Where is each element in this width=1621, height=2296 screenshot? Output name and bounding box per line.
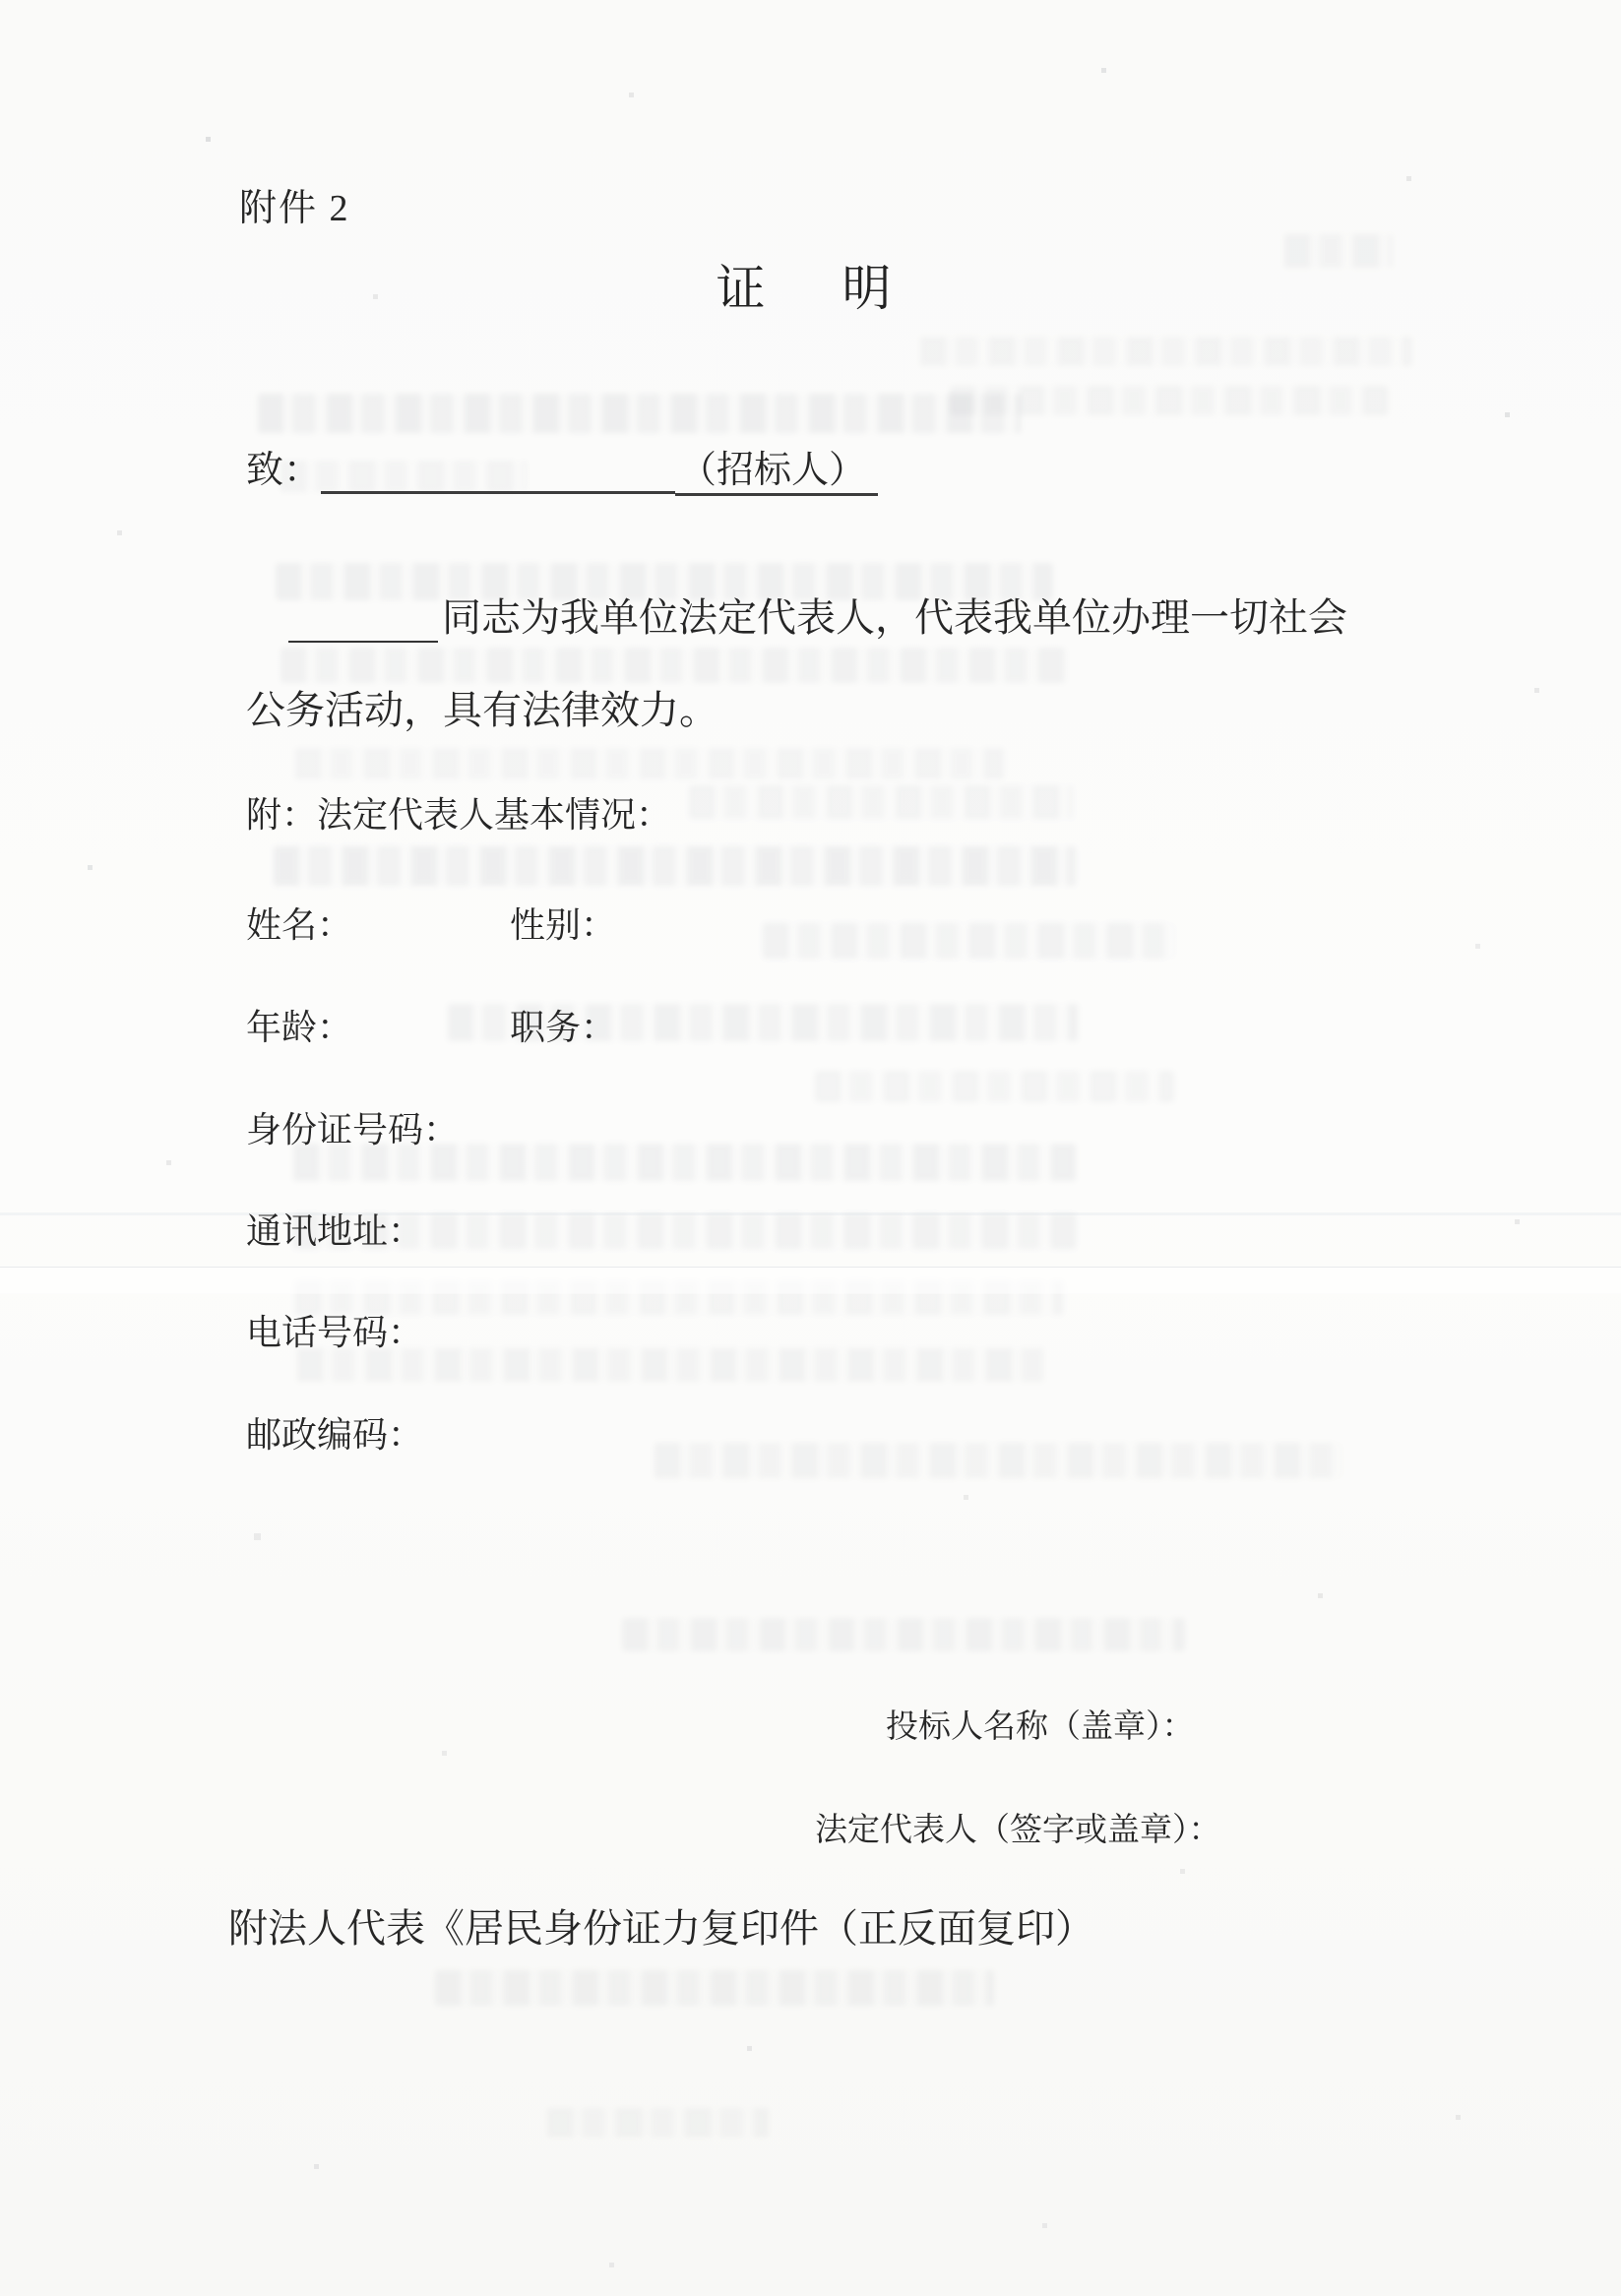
bidder-seal-label: 投标人名称（盖章）： xyxy=(886,1709,1195,1745)
field-label-gender: 性别： xyxy=(510,905,617,945)
bleedthrough-band xyxy=(281,648,1068,683)
body-paragraph-line2: 公务活动，具有法律效力。 xyxy=(246,688,718,732)
tenderer-suffix: （招标人） xyxy=(675,450,878,496)
bleedthrough-band xyxy=(295,748,1004,779)
legal-rep-signature-label: 法定代表人（签字或盖章）： xyxy=(815,1813,1221,1848)
scan-streak xyxy=(0,1212,1621,1215)
to-line xyxy=(246,439,878,494)
bleedthrough-band xyxy=(435,1970,994,2006)
field-row-postcode xyxy=(246,1407,423,1458)
field-label-phone: 电话号码： xyxy=(246,1313,424,1352)
field-row-age-position xyxy=(246,1000,617,1050)
field-row-address xyxy=(246,1204,423,1254)
field-row-id-number xyxy=(246,1102,459,1152)
bleedthrough-band xyxy=(655,1443,1343,1478)
field-label-address: 通讯地址： xyxy=(246,1211,424,1251)
field-label-postcode: 邮政编码： xyxy=(246,1415,424,1455)
field-label-age: 年龄： xyxy=(246,1008,353,1047)
bleedthrough-band xyxy=(258,394,1021,433)
field-row-name-gender xyxy=(246,898,617,948)
field-label-name: 姓名： xyxy=(246,905,353,945)
tenderer-name-blank xyxy=(321,448,675,494)
body-paragraph-line1 xyxy=(288,587,1347,643)
bleedthrough-band xyxy=(274,846,1076,886)
body-line1-text: 同志为我单位法定代表人，代表我单位办理一切社会 xyxy=(442,595,1347,640)
bleedthrough-band xyxy=(815,1071,1174,1102)
to-line-prefix: 致： xyxy=(246,450,322,491)
attachment-note: 附：法定代表人基本情况： xyxy=(246,795,672,835)
bleedthrough-band xyxy=(763,923,1176,959)
footer-note: 附法人代表《居民身份证力复印件（正反面复印） xyxy=(228,1906,1094,1951)
scan-streak xyxy=(0,1268,1621,1293)
bleedthrough-band xyxy=(622,1618,1185,1651)
legal-rep-name-blank xyxy=(288,595,438,643)
bleedthrough-band xyxy=(547,2108,769,2138)
bleedthrough-band xyxy=(950,386,1388,415)
field-row-phone xyxy=(246,1305,423,1355)
scan-noise xyxy=(0,0,3,3)
bleedthrough-band xyxy=(689,785,1073,819)
attachment-label: 附件 2 xyxy=(239,188,350,229)
page-title: 证 明 xyxy=(716,261,905,316)
field-label-position: 职务： xyxy=(510,1008,617,1047)
field-label-id-number: 身份证号码： xyxy=(246,1110,460,1149)
bleedthrough-band xyxy=(920,337,1412,366)
